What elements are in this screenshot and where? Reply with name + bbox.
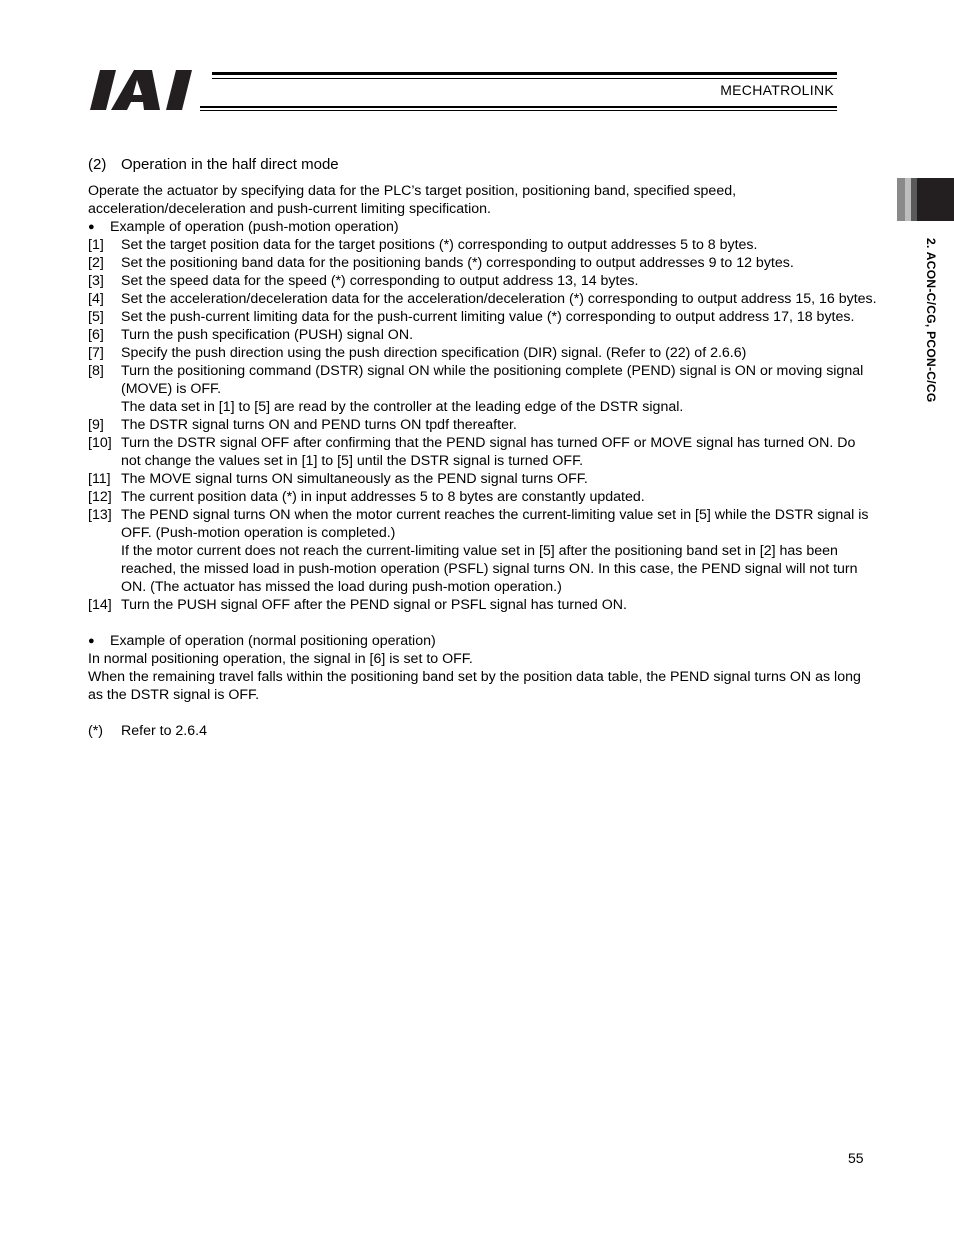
step-text: The current position data (*) in input addresses 5 to 8 bytes are constantly updated. (121, 489, 645, 505)
step-item (88, 488, 878, 506)
step-number: [10] (88, 435, 112, 451)
step-number: [9] (88, 417, 104, 433)
section-heading (88, 155, 878, 175)
step-text: Turn the PUSH signal OFF after the PEND signal or PSFL signal has turned ON. (121, 597, 627, 613)
step-number: [14] (88, 597, 112, 613)
step-number: [13] (88, 507, 112, 523)
step-item (88, 326, 878, 344)
bullet-normal-positioning (88, 632, 878, 650)
step-number: [4] (88, 291, 104, 307)
footnote-text: Refer to 2.6.4 (121, 723, 207, 739)
step-item (88, 506, 878, 596)
step-item (88, 416, 878, 434)
step-text: Specify the push direction using the push direction specification (DIR) signal. (Refer to (22) of 2.6.6) (121, 345, 747, 361)
step-note: If the motor current does not reach the current-limiting value set in [5] after the positioning band set in [2] has been reached, the missed load in push-motion operation (PSFL) signal turns ON. In this case, the PEND signal will not turn ON. (The actuator has missed the load during push-motion operation.) (121, 543, 858, 595)
step-text: The MOVE signal turns ON simultaneously as the PEND signal turns OFF. (121, 471, 588, 487)
normal-paragraph-1: In normal positioning operation, the signal in [6] is set to OFF. (88, 651, 473, 667)
step-text: The DSTR signal turns ON and PEND turns ON tpdf thereafter. (121, 417, 517, 433)
step-text-block (121, 362, 878, 416)
step-number: [12] (88, 489, 112, 505)
step-text-block (121, 506, 878, 596)
step-item (88, 308, 878, 326)
step-text: Set the push-current limiting data for the push-current limiting value (*) corresponding to output address 17, 18 bytes. (121, 309, 855, 325)
step-item (88, 470, 878, 488)
step-item (88, 362, 878, 416)
step-number: [6] (88, 327, 104, 343)
step-text: The PEND signal turns ON when the motor current reaches the current-limiting value set in [5] while the DSTR signal is OFF. (Push-motion operation is completed.) (121, 507, 869, 541)
step-item (88, 254, 878, 272)
step-item (88, 344, 878, 362)
section-number: (2) (88, 156, 107, 173)
header-rule-bottom (200, 106, 837, 108)
step-number: [8] (88, 363, 104, 379)
step-item (88, 236, 878, 254)
section-title: Operation in the half direct mode (121, 156, 339, 173)
step-text: Set the positioning band data for the positioning bands (*) corresponding to output addresses 9 to 12 bytes. (121, 255, 794, 271)
header-rule-bottom-thin (200, 110, 837, 111)
step-number: [7] (88, 345, 104, 361)
iai-logo (90, 68, 205, 112)
page-content (88, 155, 878, 740)
chapter-label: 2. ACON-C/CG, PCON-C/CG (924, 238, 938, 403)
bullet-text: Example of operation (push-motion operation) (110, 219, 399, 235)
header-title: MECHATROLINK (720, 82, 834, 98)
step-item (88, 290, 878, 308)
step-number: [5] (88, 309, 104, 325)
step-text: Turn the DSTR signal OFF after confirming that the PEND signal has turned OFF or MOVE signal has turned ON. Do not change the values set in [1] to [5] until the DSTR signal is turned OFF. (121, 435, 856, 469)
chapter-tab (897, 178, 954, 221)
step-text: Turn the positioning command (DSTR) signal ON while the positioning complete (PEND) signal is ON or moving signal (MOVE) is OFF. (121, 363, 864, 397)
page-number: 55 (848, 1150, 864, 1166)
step-number: [2] (88, 255, 104, 271)
step-item (88, 272, 878, 290)
normal-paragraph-2: When the remaining travel falls within the positioning band set by the position data table, the PEND signal turns ON as long as the DSTR signal is OFF. (88, 669, 861, 703)
bullet-icon: ● (88, 221, 95, 233)
bullet-push-motion (88, 218, 878, 236)
step-item (88, 434, 878, 470)
step-note: The data set in [1] to [5] are read by the controller at the leading edge of the DSTR signal. (121, 399, 684, 415)
header-rule-top-thin (212, 78, 837, 79)
step-text: Set the target position data for the target positions (*) corresponding to output addresses 5 to 8 bytes. (121, 237, 758, 253)
bullet-icon: ● (88, 635, 95, 647)
step-number: [1] (88, 237, 104, 253)
step-number: [3] (88, 273, 104, 289)
step-text: Turn the push specification (PUSH) signal ON. (121, 327, 414, 343)
footnote-mark: (*) (88, 723, 103, 739)
header-rule-top (212, 72, 837, 75)
bullet-text: Example of operation (normal positioning operation) (110, 633, 436, 649)
intro-paragraph: Operate the actuator by specifying data for the PLC’s target position, positioning band, specified speed, acceleration/deceleration and push-current limiting specification. (88, 183, 737, 217)
footnote (88, 722, 878, 740)
step-item (88, 596, 878, 614)
step-text: Set the acceleration/deceleration data for the acceleration/deceleration (*) corresponding to output address 15, 16 bytes. (121, 291, 877, 307)
step-text: Set the speed data for the speed (*) corresponding to output address 13, 14 bytes. (121, 273, 639, 289)
step-number: [11] (88, 471, 111, 487)
